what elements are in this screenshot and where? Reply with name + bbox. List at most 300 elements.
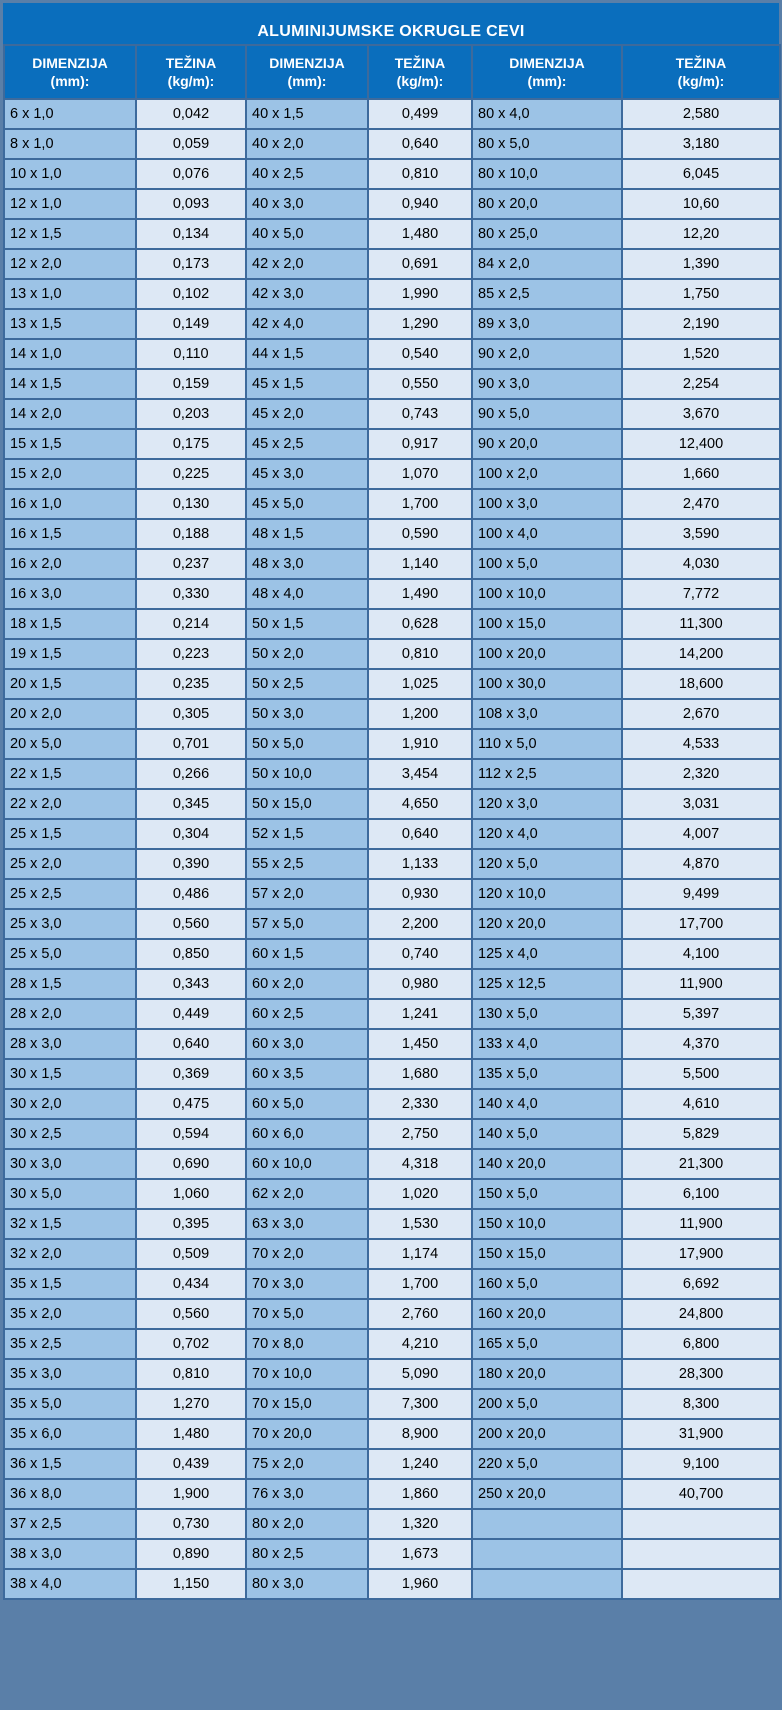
weight-header: TEŽINA (kg/m):: [136, 45, 246, 99]
weight-cell: 0,550: [368, 369, 472, 399]
dimension-cell: 15 x 1,5: [4, 429, 136, 459]
dimension-cell: 12 x 2,0: [4, 249, 136, 279]
weight-cell: 0,590: [368, 519, 472, 549]
dimension-cell: 16 x 2,0: [4, 549, 136, 579]
weight-cell: 0,434: [136, 1269, 246, 1299]
weight-cell: 0,740: [368, 939, 472, 969]
weight-cell: 3,670: [622, 399, 780, 429]
dimension-cell: 36 x 1,5: [4, 1449, 136, 1479]
weight-cell: 0,810: [136, 1359, 246, 1389]
table-row: [4, 1419, 780, 1449]
dimension-cell: 35 x 3,0: [4, 1359, 136, 1389]
weight-cell: 0,235: [136, 669, 246, 699]
dimension-cell: 44 x 1,5: [246, 339, 368, 369]
weight-cell: 0,940: [368, 189, 472, 219]
weight-cell: 0,640: [368, 129, 472, 159]
dimension-cell: 45 x 2,0: [246, 399, 368, 429]
dimension-cell: 60 x 5,0: [246, 1089, 368, 1119]
weight-cell: 0,266: [136, 759, 246, 789]
dimension-cell: 80 x 5,0: [472, 129, 622, 159]
weight-cell: 0,560: [136, 1299, 246, 1329]
dimension-cell: 35 x 5,0: [4, 1389, 136, 1419]
table-row: [4, 189, 780, 219]
dimension-cell: 60 x 3,0: [246, 1029, 368, 1059]
weight-cell: 1,200: [368, 699, 472, 729]
dimension-cell: 70 x 20,0: [246, 1419, 368, 1449]
dimension-cell: 100 x 3,0: [472, 489, 622, 519]
dimension-cell: 60 x 3,5: [246, 1059, 368, 1089]
dimension-cell: 108 x 3,0: [472, 699, 622, 729]
weight-cell: 18,600: [622, 669, 780, 699]
weight-cell: 0,173: [136, 249, 246, 279]
weight-cell: 0,102: [136, 279, 246, 309]
weight-cell: 17,700: [622, 909, 780, 939]
weight-cell: 0,237: [136, 549, 246, 579]
dimension-cell: 112 x 2,5: [472, 759, 622, 789]
dimension-cell: 110 x 5,0: [472, 729, 622, 759]
table-row: [4, 699, 780, 729]
dimension-cell: 32 x 2,0: [4, 1239, 136, 1269]
dimension-cell: 120 x 10,0: [472, 879, 622, 909]
dimension-cell: 37 x 2,5: [4, 1509, 136, 1539]
dimension-cell: 120 x 20,0: [472, 909, 622, 939]
weight-cell: 5,500: [622, 1059, 780, 1089]
dimension-cell: 6 x 1,0: [4, 99, 136, 129]
weight-cell: 0,690: [136, 1149, 246, 1179]
weight-cell: 1,070: [368, 459, 472, 489]
dimension-cell: 160 x 20,0: [472, 1299, 622, 1329]
table-row: [4, 129, 780, 159]
weight-cell: 0,890: [136, 1539, 246, 1569]
dimension-cell: 80 x 2,5: [246, 1539, 368, 1569]
table-row: [4, 1059, 780, 1089]
weight-cell: 2,470: [622, 489, 780, 519]
weight-cell: 8,900: [368, 1419, 472, 1449]
dimension-cell: 100 x 15,0: [472, 609, 622, 639]
weight-cell: 4,610: [622, 1089, 780, 1119]
dimension-cell: 10 x 1,0: [4, 159, 136, 189]
dimension-cell: 25 x 1,5: [4, 819, 136, 849]
dimension-cell: 19 x 1,5: [4, 639, 136, 669]
table-row: [4, 1089, 780, 1119]
weight-cell: 1,700: [368, 489, 472, 519]
weight-cell: 1,020: [368, 1179, 472, 1209]
dimension-cell: 120 x 4,0: [472, 819, 622, 849]
table-row: [4, 1179, 780, 1209]
dimension-cell: 120 x 5,0: [472, 849, 622, 879]
dimension-cell: 16 x 1,0: [4, 489, 136, 519]
weight-cell: 0,345: [136, 789, 246, 819]
dimension-cell: 70 x 5,0: [246, 1299, 368, 1329]
dimension-cell: 75 x 2,0: [246, 1449, 368, 1479]
weight-cell: 1,660: [622, 459, 780, 489]
weight-cell: 0,486: [136, 879, 246, 909]
dimension-cell: 52 x 1,5: [246, 819, 368, 849]
dimension-cell: 80 x 2,0: [246, 1509, 368, 1539]
weight-cell: 6,045: [622, 159, 780, 189]
dimension-cell: 38 x 3,0: [4, 1539, 136, 1569]
weight-cell: 0,188: [136, 519, 246, 549]
table-row: [4, 879, 780, 909]
weight-cell: [622, 1509, 780, 1539]
weight-cell: 3,454: [368, 759, 472, 789]
dimension-cell: 45 x 5,0: [246, 489, 368, 519]
table-title: ALUMINIJUMSKE OKRUGLE CEVI: [3, 3, 779, 44]
dimension-cell: 63 x 3,0: [246, 1209, 368, 1239]
weight-cell: 1,174: [368, 1239, 472, 1269]
dimension-cell: 48 x 3,0: [246, 549, 368, 579]
weight-cell: 11,300: [622, 609, 780, 639]
dimension-cell: 133 x 4,0: [472, 1029, 622, 1059]
weight-cell: 2,670: [622, 699, 780, 729]
weight-cell: 0,093: [136, 189, 246, 219]
dimension-cell: 80 x 4,0: [472, 99, 622, 129]
weight-cell: 1,530: [368, 1209, 472, 1239]
weight-cell: 0,702: [136, 1329, 246, 1359]
weight-cell: 4,650: [368, 789, 472, 819]
weight-cell: 0,640: [136, 1029, 246, 1059]
table-row: [4, 309, 780, 339]
dimension-cell: 28 x 3,0: [4, 1029, 136, 1059]
table-row: [4, 429, 780, 459]
weight-cell: 1,320: [368, 1509, 472, 1539]
weight-cell: 11,900: [622, 969, 780, 999]
weight-header: TEŽINA (kg/m):: [368, 45, 472, 99]
dimension-cell: 150 x 5,0: [472, 1179, 622, 1209]
table-row: [4, 1359, 780, 1389]
weight-cell: 28,300: [622, 1359, 780, 1389]
weight-cell: 0,917: [368, 429, 472, 459]
dimension-cell: 13 x 1,5: [4, 309, 136, 339]
dimension-cell: 48 x 1,5: [246, 519, 368, 549]
table-row: [4, 549, 780, 579]
table-row: [4, 159, 780, 189]
table-row: [4, 669, 780, 699]
weight-cell: 0,369: [136, 1059, 246, 1089]
dimension-cell: 55 x 2,5: [246, 849, 368, 879]
weight-cell: 0,640: [368, 819, 472, 849]
weight-cell: 4,533: [622, 729, 780, 759]
table-row: [4, 99, 780, 129]
dimension-cell: 60 x 2,0: [246, 969, 368, 999]
dimension-cell: [472, 1569, 622, 1599]
weight-cell: 3,180: [622, 129, 780, 159]
weight-cell: 17,900: [622, 1239, 780, 1269]
weight-cell: 1,480: [368, 219, 472, 249]
table-row: [4, 279, 780, 309]
dimension-header: DIMENZIJA (mm):: [472, 45, 622, 99]
table-row: [4, 1449, 780, 1479]
weight-cell: 0,214: [136, 609, 246, 639]
weight-cell: 0,343: [136, 969, 246, 999]
dimension-cell: 125 x 4,0: [472, 939, 622, 969]
weight-cell: 12,400: [622, 429, 780, 459]
weight-cell: 0,743: [368, 399, 472, 429]
weight-cell: 2,200: [368, 909, 472, 939]
weight-cell: 9,100: [622, 1449, 780, 1479]
weight-cell: 40,700: [622, 1479, 780, 1509]
dimension-cell: 42 x 2,0: [246, 249, 368, 279]
weight-cell: 0,159: [136, 369, 246, 399]
dimension-cell: 25 x 3,0: [4, 909, 136, 939]
table-row: [4, 369, 780, 399]
weight-cell: 5,397: [622, 999, 780, 1029]
dimension-cell: 25 x 2,5: [4, 879, 136, 909]
weight-cell: 4,007: [622, 819, 780, 849]
weight-cell: 0,810: [368, 639, 472, 669]
weight-cell: 1,910: [368, 729, 472, 759]
dimension-cell: 140 x 5,0: [472, 1119, 622, 1149]
weight-cell: 5,829: [622, 1119, 780, 1149]
dimension-cell: 50 x 10,0: [246, 759, 368, 789]
table-row: [4, 999, 780, 1029]
dimension-cell: 28 x 2,0: [4, 999, 136, 1029]
weight-cell: 14,200: [622, 639, 780, 669]
dimension-cell: 22 x 1,5: [4, 759, 136, 789]
weight-cell: 9,499: [622, 879, 780, 909]
dimension-cell: 89 x 3,0: [472, 309, 622, 339]
dimension-cell: 16 x 1,5: [4, 519, 136, 549]
dimension-cell: 40 x 3,0: [246, 189, 368, 219]
weight-cell: 24,800: [622, 1299, 780, 1329]
dimension-cell: 12 x 1,0: [4, 189, 136, 219]
dimension-cell: 100 x 5,0: [472, 549, 622, 579]
dimension-cell: [472, 1539, 622, 1569]
dimension-cell: 14 x 2,0: [4, 399, 136, 429]
dimension-cell: 100 x 4,0: [472, 519, 622, 549]
weight-cell: 0,509: [136, 1239, 246, 1269]
weight-cell: 1,520: [622, 339, 780, 369]
weight-cell: 0,475: [136, 1089, 246, 1119]
weight-cell: 4,210: [368, 1329, 472, 1359]
weight-cell: 0,691: [368, 249, 472, 279]
dimension-cell: 40 x 2,0: [246, 129, 368, 159]
weight-cell: 0,076: [136, 159, 246, 189]
weight-cell: 0,059: [136, 129, 246, 159]
table-row: [4, 219, 780, 249]
dimension-cell: 70 x 15,0: [246, 1389, 368, 1419]
dimension-cell: 18 x 1,5: [4, 609, 136, 639]
weight-cell: 0,449: [136, 999, 246, 1029]
dimension-cell: 85 x 2,5: [472, 279, 622, 309]
weight-cell: 1,700: [368, 1269, 472, 1299]
weight-cell: 0,628: [368, 609, 472, 639]
weight-cell: 0,305: [136, 699, 246, 729]
table-row: [4, 579, 780, 609]
dimension-cell: 165 x 5,0: [472, 1329, 622, 1359]
table-row: [4, 1299, 780, 1329]
weight-cell: 3,590: [622, 519, 780, 549]
table-row: [4, 519, 780, 549]
dimension-cell: 57 x 2,0: [246, 879, 368, 909]
table-row: [4, 969, 780, 999]
weight-cell: 7,772: [622, 579, 780, 609]
weight-cell: 0,499: [368, 99, 472, 129]
dimension-cell: 80 x 3,0: [246, 1569, 368, 1599]
weight-cell: [622, 1539, 780, 1569]
dimension-cell: 80 x 10,0: [472, 159, 622, 189]
dimension-cell: 140 x 4,0: [472, 1089, 622, 1119]
dimension-cell: 50 x 2,5: [246, 669, 368, 699]
dimension-header: DIMENZIJA (mm):: [4, 45, 136, 99]
dimension-cell: 100 x 30,0: [472, 669, 622, 699]
weight-cell: 2,760: [368, 1299, 472, 1329]
dimension-cell: 84 x 2,0: [472, 249, 622, 279]
dimension-cell: 200 x 20,0: [472, 1419, 622, 1449]
table-row: [4, 1269, 780, 1299]
dimension-cell: 42 x 3,0: [246, 279, 368, 309]
table-row: [4, 249, 780, 279]
table-row: [4, 939, 780, 969]
dimension-cell: 150 x 10,0: [472, 1209, 622, 1239]
weight-cell: 0,540: [368, 339, 472, 369]
dimension-header: DIMENZIJA (mm):: [246, 45, 368, 99]
dimension-cell: 42 x 4,0: [246, 309, 368, 339]
dimension-cell: 30 x 1,5: [4, 1059, 136, 1089]
weight-cell: 1,750: [622, 279, 780, 309]
table-row: [4, 1479, 780, 1509]
weight-cell: 0,130: [136, 489, 246, 519]
dimension-cell: 36 x 8,0: [4, 1479, 136, 1509]
dimension-cell: 80 x 25,0: [472, 219, 622, 249]
weight-cell: 1,290: [368, 309, 472, 339]
table-row: [4, 1239, 780, 1269]
dimension-cell: 20 x 5,0: [4, 729, 136, 759]
dimension-cell: 70 x 10,0: [246, 1359, 368, 1389]
weight-cell: 1,450: [368, 1029, 472, 1059]
dimension-cell: 30 x 2,0: [4, 1089, 136, 1119]
dimension-cell: 100 x 10,0: [472, 579, 622, 609]
dimension-cell: 48 x 4,0: [246, 579, 368, 609]
weight-cell: 0,390: [136, 849, 246, 879]
dimension-cell: 50 x 1,5: [246, 609, 368, 639]
dimension-cell: 22 x 2,0: [4, 789, 136, 819]
weight-cell: 1,960: [368, 1569, 472, 1599]
dimension-cell: 45 x 2,5: [246, 429, 368, 459]
weight-cell: 6,100: [622, 1179, 780, 1209]
weight-cell: 0,110: [136, 339, 246, 369]
weight-cell: 2,750: [368, 1119, 472, 1149]
dimension-cell: 62 x 2,0: [246, 1179, 368, 1209]
dimension-cell: 60 x 10,0: [246, 1149, 368, 1179]
dimension-cell: 50 x 5,0: [246, 729, 368, 759]
table-row: [4, 1509, 780, 1539]
dimension-cell: 135 x 5,0: [472, 1059, 622, 1089]
weight-cell: 1,480: [136, 1419, 246, 1449]
dimension-cell: 200 x 5,0: [472, 1389, 622, 1419]
table-row: [4, 639, 780, 669]
weight-cell: 1,990: [368, 279, 472, 309]
table-row: [4, 789, 780, 819]
table-row: [4, 759, 780, 789]
dimension-cell: 60 x 2,5: [246, 999, 368, 1029]
dimension-cell: 130 x 5,0: [472, 999, 622, 1029]
dimension-cell: 20 x 2,0: [4, 699, 136, 729]
table-row: [4, 489, 780, 519]
weight-cell: 0,175: [136, 429, 246, 459]
dimension-cell: 30 x 2,5: [4, 1119, 136, 1149]
weight-cell: 0,395: [136, 1209, 246, 1239]
table-row: [4, 1569, 780, 1599]
dimension-cell: 220 x 5,0: [472, 1449, 622, 1479]
weight-cell: 1,900: [136, 1479, 246, 1509]
dimension-cell: 20 x 1,5: [4, 669, 136, 699]
weight-cell: 1,025: [368, 669, 472, 699]
weight-cell: 0,203: [136, 399, 246, 429]
weight-cell: 2,320: [622, 759, 780, 789]
weight-cell: 4,870: [622, 849, 780, 879]
weight-cell: 1,240: [368, 1449, 472, 1479]
weight-cell: 0,730: [136, 1509, 246, 1539]
dimension-cell: 90 x 5,0: [472, 399, 622, 429]
weight-cell: 1,680: [368, 1059, 472, 1089]
weight-cell: 0,223: [136, 639, 246, 669]
weight-cell: [622, 1569, 780, 1599]
dimension-cell: 12 x 1,5: [4, 219, 136, 249]
dimension-cell: 14 x 1,5: [4, 369, 136, 399]
table-row: [4, 1389, 780, 1419]
weight-header: TEŽINA (kg/m):: [622, 45, 780, 99]
table-row: [4, 1029, 780, 1059]
weight-cell: 2,190: [622, 309, 780, 339]
table-row: [4, 339, 780, 369]
dimension-cell: 60 x 6,0: [246, 1119, 368, 1149]
weight-cell: 1,860: [368, 1479, 472, 1509]
weight-cell: 6,692: [622, 1269, 780, 1299]
dimension-cell: 25 x 5,0: [4, 939, 136, 969]
dimension-cell: 160 x 5,0: [472, 1269, 622, 1299]
dimension-cell: 45 x 3,0: [246, 459, 368, 489]
weight-cell: 0,042: [136, 99, 246, 129]
weight-cell: 4,100: [622, 939, 780, 969]
table-row: [4, 399, 780, 429]
weight-cell: 0,850: [136, 939, 246, 969]
weight-cell: 12,20: [622, 219, 780, 249]
dimension-cell: 250 x 20,0: [472, 1479, 622, 1509]
dimension-cell: 15 x 2,0: [4, 459, 136, 489]
dimension-cell: 125 x 12,5: [472, 969, 622, 999]
weight-cell: 2,580: [622, 99, 780, 129]
dimension-cell: 80 x 20,0: [472, 189, 622, 219]
dimension-cell: 90 x 3,0: [472, 369, 622, 399]
weight-cell: 1,270: [136, 1389, 246, 1419]
table-row: [4, 819, 780, 849]
weight-cell: 4,318: [368, 1149, 472, 1179]
dimension-cell: 14 x 1,0: [4, 339, 136, 369]
weight-cell: 1,060: [136, 1179, 246, 1209]
weight-cell: 1,390: [622, 249, 780, 279]
dimension-cell: 30 x 5,0: [4, 1179, 136, 1209]
dimension-cell: 40 x 2,5: [246, 159, 368, 189]
weight-cell: 10,60: [622, 189, 780, 219]
dimension-cell: 45 x 1,5: [246, 369, 368, 399]
weight-cell: 0,594: [136, 1119, 246, 1149]
weight-cell: 11,900: [622, 1209, 780, 1239]
weight-cell: 7,300: [368, 1389, 472, 1419]
weight-cell: 1,133: [368, 849, 472, 879]
weight-cell: 0,134: [136, 219, 246, 249]
dimension-cell: 8 x 1,0: [4, 129, 136, 159]
weight-cell: 0,810: [368, 159, 472, 189]
weight-cell: 0,149: [136, 309, 246, 339]
dimension-cell: 40 x 5,0: [246, 219, 368, 249]
weight-cell: 1,241: [368, 999, 472, 1029]
weight-table: [3, 44, 781, 1600]
dimension-cell: 50 x 3,0: [246, 699, 368, 729]
dimension-cell: 90 x 20,0: [472, 429, 622, 459]
dimension-cell: 50 x 2,0: [246, 639, 368, 669]
dimension-cell: 35 x 6,0: [4, 1419, 136, 1449]
